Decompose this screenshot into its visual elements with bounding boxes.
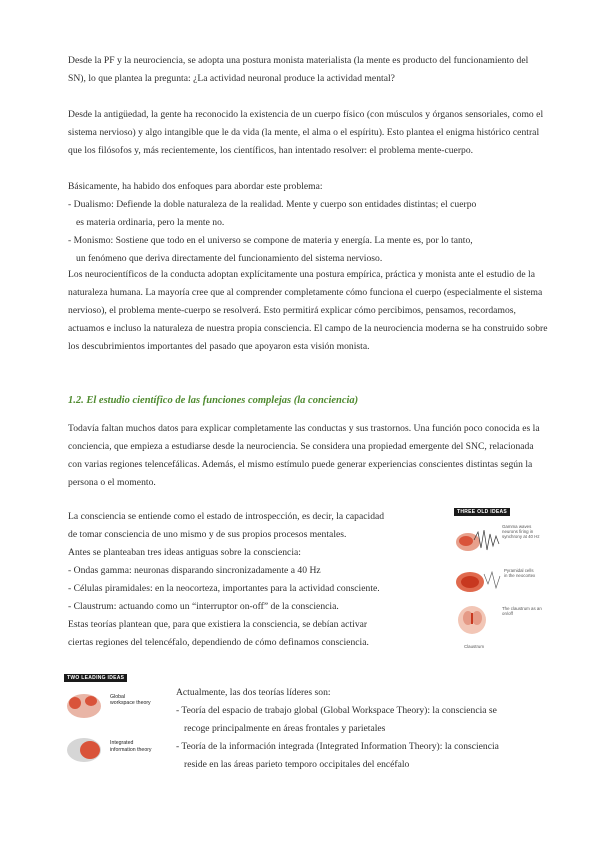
- global-workspace-brain: [64, 688, 104, 722]
- list-item-global-workspace: - Teoría del espacio de trabajo global (Global Workspace Theory): la consciencia se: [176, 705, 497, 716]
- list-item-claustrum: - Claustrum: actuando como un “interruptor on-off” de la consciencia.: [68, 601, 339, 612]
- consciousness-line-7: Estas teorías plantean que, para que existiera la consciencia, se debían activar: [68, 619, 368, 630]
- paragraph-intro: Desde la PF y la neurociencia, se adopta una postura monista materialista (la mente es producto del funcionamiento del SN), lo que plantea la pregunta: ¿La actividad neuronal produce la actividad mental?: [68, 55, 529, 84]
- current-theories-intro: Actualmente, las dos teorías líderes son:: [176, 687, 331, 698]
- current-theories-block: [176, 684, 556, 774]
- label-pyramidal-2: in the neocortex: [504, 573, 536, 578]
- label-pyramidal-1: Pyramidal cells: [504, 568, 534, 573]
- paragraph-history: Desde la antigüedad, la gente ha reconocido la existencia de un cuerpo físico (con músculos y órganos sensoriales, como el sistema nervioso) y algo intangible que le da vida (la mente, el alma o el espíritu). Esto plantea el enigma histórico central que los filósofos y, más recientemente, los científicos, han intentado resolver: el problema mente-cuerpo.: [68, 109, 544, 156]
- label-claustrum-name: Claustrum: [464, 644, 485, 649]
- list-item-dualism: - Dualismo: Defiende la doble naturaleza de la realidad. Mente y cuerpo son entidades distintas; el cuerpo: [68, 199, 477, 210]
- consciousness-line-1: La consciencia se entiende como el estado de introspección, es decir, la capacidad: [68, 511, 385, 522]
- list-item-global-workspace-cont: recoge principalmente en áreas frontales y parietales: [184, 723, 386, 734]
- section-heading: 1.2. El estudio científico de las funciones complejas (la conciencia): [68, 395, 359, 406]
- list-item-dualism-cont: es materia ordinaria, pero la mente no.: [76, 217, 225, 228]
- label-global-workspace-1: Global: [110, 694, 125, 700]
- neuron-lines: [484, 572, 500, 588]
- label-gamma-2: neurons firing in: [502, 529, 534, 534]
- label-integrated-info-2: information theory: [110, 747, 152, 753]
- figure-new-title: TWO LEADING IDEAS: [64, 674, 127, 682]
- label-integrated-info-1: Integrated: [110, 740, 134, 746]
- integrated-information-brain: [64, 732, 104, 766]
- list-item-monism: - Monismo: Sostiene que todo en el universo se compone de materia y energía. La mente es, por lo tanto,: [68, 235, 473, 246]
- label-claustrum-1: The claustrum as an: [502, 606, 542, 611]
- paragraph-consciousness-intro: Todavía faltan muchos datos para explicar completamente las conductas y sus trastornos. Una función poco conocida es la conciencia, que empieza a estudiarse desde la neurociencia. Se considera una propiedad emergente del SNC, relacionada con varias regiones telencefálicas. Además, el mismo estímulo puede generar experiencias conscientes distintas según la persona o el momento.: [68, 423, 540, 488]
- figure-old-title: THREE OLD IDEAS: [454, 508, 510, 516]
- list-item-integrated-info-cont: reside en las áreas parieto temporo occipitales del encéfalo: [184, 759, 410, 770]
- figure-leading-ideas: [64, 674, 174, 774]
- paragraph-approaches: Básicamente, ha habido dos enfoques para abordar este problema:: [68, 181, 323, 192]
- figure-old-ideas: [454, 508, 554, 656]
- consciousness-line-2: de tomar consciencia de uno mismo y de sus propios procesos mentales.: [68, 529, 347, 540]
- list-item-integrated-info: - Teoría de la información integrada (Integrated Information Theory): la consciencia: [176, 741, 499, 752]
- list-item-monism-cont: un fenómeno que deriva directamente del funcionamiento del sistema nervioso.: [76, 253, 383, 264]
- label-gamma-1: Gamma waves: [502, 524, 532, 529]
- paragraph-neuroscientists: Los neurocientíficos de la conducta adoptan explícitamente una postura empírica, práctica y monista ante el estudio de la naturaleza humana. La mayoría cree que al comprender completamente cómo funciona el cuerpo (especialmente el sistema nervioso), el problema mente-cuerpo se resolverá. Esto permitirá explicar cómo percibimos, pensamos, recordamos, actuamos e incluso la naturaleza de nuestra propia consciencia. El campo de la neurociencia moderna se ha construido sobre los descubrimientos importantes del pasado que apoyaron esta visión monista.: [68, 269, 548, 352]
- label-global-workspace-2: workspace theory: [110, 700, 151, 706]
- consciousness-line-8: ciertas regiones del telencéfalo, dependiendo de cómo definamos consciencia.: [68, 637, 369, 648]
- list-item-gamma: - Ondas gamma: neuronas disparando sincronizadamente a 40 Hz: [68, 565, 321, 576]
- list-item-pyramidal: - Células piramidales: en la neocorteza, importantes para la actividad consciente.: [68, 583, 380, 594]
- label-gamma-3: synchrony at 40 Hz: [502, 534, 540, 539]
- consciousness-line-3: Antes se planteaban tres ideas antiguas sobre la consciencia:: [68, 547, 301, 558]
- label-claustrum-2: on/off: [502, 611, 513, 616]
